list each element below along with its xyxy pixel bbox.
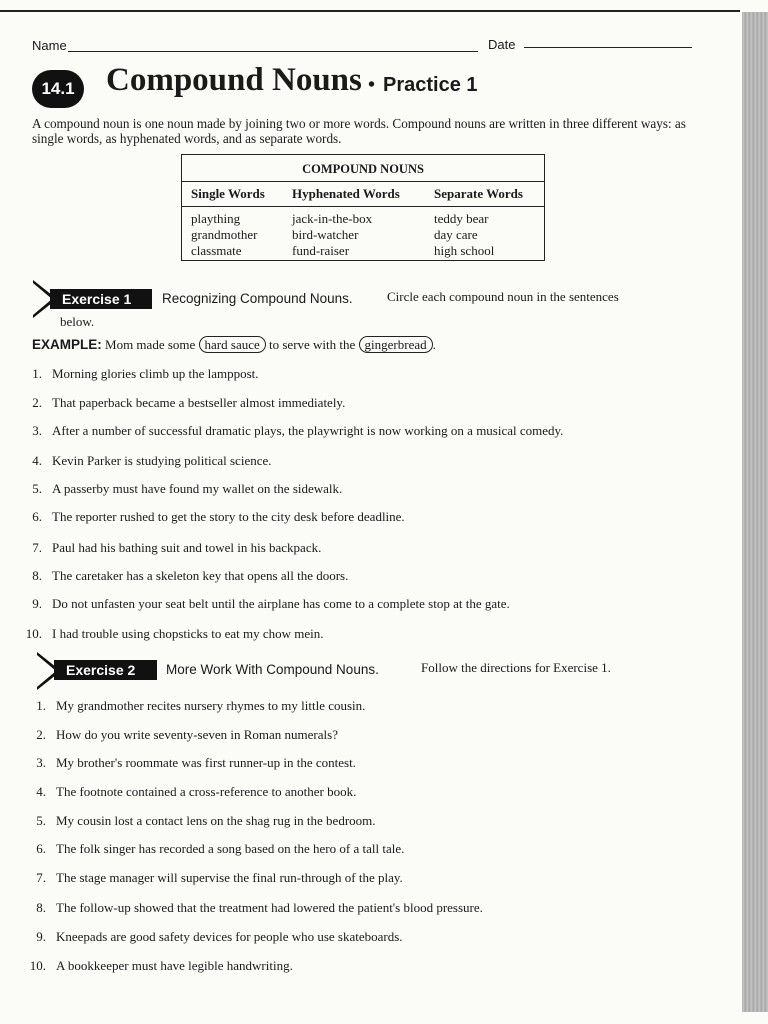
table-divider: [182, 181, 544, 182]
exercise-1-directions-cont: below.: [60, 314, 95, 329]
sentence-text[interactable]: The footnote contained a cross-reference to another book.: [56, 784, 357, 799]
exercise-2-sentence[interactable]: [20, 755, 356, 771]
exercise-2-sentence[interactable]: [20, 813, 376, 829]
exercise-2-sentence[interactable]: [20, 900, 483, 916]
sentence-number: 2.: [36, 727, 46, 742]
sentence-text[interactable]: How do you write seventy-seven in Roman numerals?: [56, 727, 338, 742]
exercise-2-sentence[interactable]: [20, 870, 403, 886]
sentence-number: 6.: [32, 509, 42, 524]
table-column-hyphenated: [292, 211, 372, 259]
table-cell: classmate: [191, 243, 242, 258]
page-subtitle: Practice 1: [383, 74, 478, 96]
sentence-number: 8.: [32, 568, 42, 583]
sentence-number: 5.: [36, 813, 46, 828]
table-cell: teddy bear: [434, 211, 489, 226]
exercise-1-sentence[interactable]: [16, 423, 563, 439]
sentence-number: 5.: [32, 481, 42, 496]
example-text: Mom made some: [105, 337, 196, 352]
sentence-number: 10.: [25, 626, 42, 641]
exercise-2-sentence[interactable]: [20, 929, 403, 945]
exercise-2-sentence[interactable]: [20, 698, 365, 714]
exercise-2-heading: More Work With Compound Nouns.: [166, 662, 379, 677]
sentence-number: 7.: [36, 870, 46, 885]
exercise-1-sentence[interactable]: [16, 596, 510, 612]
date-label: Date: [488, 37, 516, 52]
exercise-1-sentence[interactable]: [16, 481, 342, 497]
sentence-text[interactable]: A passerby must have found my wallet on the sidewalk.: [52, 481, 343, 496]
sentence-text[interactable]: My cousin lost a contact lens on the shag rug in the bedroom.: [56, 813, 376, 828]
sentence-text[interactable]: Kneepads are good safety devices for people who use skateboards.: [56, 929, 403, 944]
table-column-single: [191, 211, 257, 259]
sentence-text[interactable]: My grandmother recites nursery rhymes to my little cousin.: [56, 698, 366, 713]
table-column-separate: [434, 211, 494, 259]
sentence-number: 2.: [32, 395, 42, 410]
sentence-number: 1.: [36, 698, 46, 713]
sentence-text[interactable]: The reporter rushed to get the story to the city desk before deadline.: [52, 509, 405, 524]
top-border: [0, 10, 740, 12]
circled-compound-noun: hard sauce: [199, 336, 266, 353]
compound-nouns-table: [181, 154, 545, 261]
sentence-text[interactable]: A bookkeeper must have legible handwriting.: [56, 958, 293, 973]
sentence-text[interactable]: I had trouble using chopsticks to eat my chow mein.: [52, 626, 324, 641]
exercise-1-heading: Recognizing Compound Nouns.: [162, 291, 353, 306]
circled-compound-noun: gingerbread: [359, 336, 433, 353]
table-cell: fund-raiser: [292, 243, 350, 258]
exercise-1-sentence[interactable]: [16, 626, 324, 642]
table-cell: high school: [434, 243, 495, 258]
sentence-number: 3.: [36, 755, 46, 770]
exercise-2-badge: Exercise 2: [54, 660, 157, 680]
table-cell: plaything: [191, 211, 241, 226]
name-field[interactable]: [68, 51, 478, 52]
page-title: Compound Nouns: [106, 62, 362, 98]
scan-edge: [742, 12, 768, 1012]
date-field[interactable]: [524, 47, 692, 48]
table-divider: [182, 206, 544, 207]
sentence-text[interactable]: The stage manager will supervise the final run-through of the play.: [56, 870, 403, 885]
exercise-1-sentence[interactable]: [16, 540, 321, 556]
example-text: to serve with the: [269, 337, 356, 352]
sentence-number: 4.: [36, 784, 46, 799]
title-bullet: •: [368, 74, 376, 96]
lesson-number-badge: 14.1: [32, 70, 84, 108]
table-cell: bird-watcher: [292, 227, 359, 242]
sentence-number: 9.: [36, 929, 46, 944]
table-cell: day care: [434, 227, 478, 242]
sentence-text[interactable]: Do not unfasten your seat belt until the airplane has come to a complete stop at the gate.: [52, 596, 510, 611]
sentence-text[interactable]: Kevin Parker is studying political science.: [52, 453, 272, 468]
exercise-1-sentence[interactable]: [16, 395, 345, 411]
sentence-number: 9.: [32, 596, 42, 611]
exercise-2-sentence[interactable]: [20, 727, 338, 743]
sentence-text[interactable]: Morning glories climb up the lamppost.: [52, 366, 259, 381]
sentence-text[interactable]: Paul had his bathing suit and towel in his backpack.: [52, 540, 322, 555]
sentence-text[interactable]: My brother's roommate was first runner-up in the contest.: [56, 755, 356, 770]
example-text: .: [432, 337, 436, 352]
name-label: Name: [32, 38, 67, 53]
table-header-single: Single Words: [191, 186, 265, 201]
sentence-text[interactable]: The follow-up showed that the treatment had lowered the patient's blood pressure.: [56, 900, 483, 915]
table-cell: jack-in-the-box: [292, 211, 373, 226]
sentence-number: 6.: [36, 841, 46, 856]
exercise-1-sentence[interactable]: [16, 509, 405, 525]
sentence-number: 7.: [32, 540, 42, 555]
example-label: EXAMPLE:: [32, 337, 102, 352]
exercise-1-sentence[interactable]: [16, 568, 348, 584]
exercise-1-badge: Exercise 1: [50, 289, 152, 309]
exercise-1-directions: Circle each compound noun in the sentences: [387, 289, 619, 304]
exercise-2-sentence[interactable]: [20, 784, 356, 800]
exercise-1-sentence[interactable]: [16, 366, 259, 382]
exercise-1-sentence[interactable]: [16, 453, 272, 469]
table-header-separate: Separate Words: [434, 186, 523, 201]
sentence-number: 4.: [32, 453, 42, 468]
intro-paragraph: A compound noun is one noun made by joining two or more words. Compound nouns are written in three different ways: as single words, as hyphenated words, and as separate words.: [32, 116, 686, 146]
table-header-hyphenated: Hyphenated Words: [292, 186, 400, 201]
exercise-2-sentence[interactable]: [20, 958, 293, 974]
table-cell: grandmother: [191, 227, 258, 242]
sentence-number: 10.: [29, 958, 46, 973]
sentence-number: 3.: [32, 423, 42, 438]
table-title: COMPOUND NOUNS: [302, 162, 424, 176]
sentence-text[interactable]: The folk singer has recorded a song based on the hero of a tall tale.: [56, 841, 405, 856]
sentence-text[interactable]: That paperback became a bestseller almost immediately.: [52, 395, 346, 410]
exercise-2-directions: Follow the directions for Exercise 1.: [421, 660, 611, 675]
example-sentence: [32, 336, 436, 353]
sentence-text[interactable]: After a number of successful dramatic plays, the playwright is now working on a musical comedy.: [52, 423, 564, 438]
exercise-2-sentence[interactable]: [20, 841, 404, 857]
sentence-number: 1.: [32, 366, 42, 381]
sentence-text[interactable]: The caretaker has a skeleton key that opens all the doors.: [52, 568, 349, 583]
sentence-number: 8.: [36, 900, 46, 915]
